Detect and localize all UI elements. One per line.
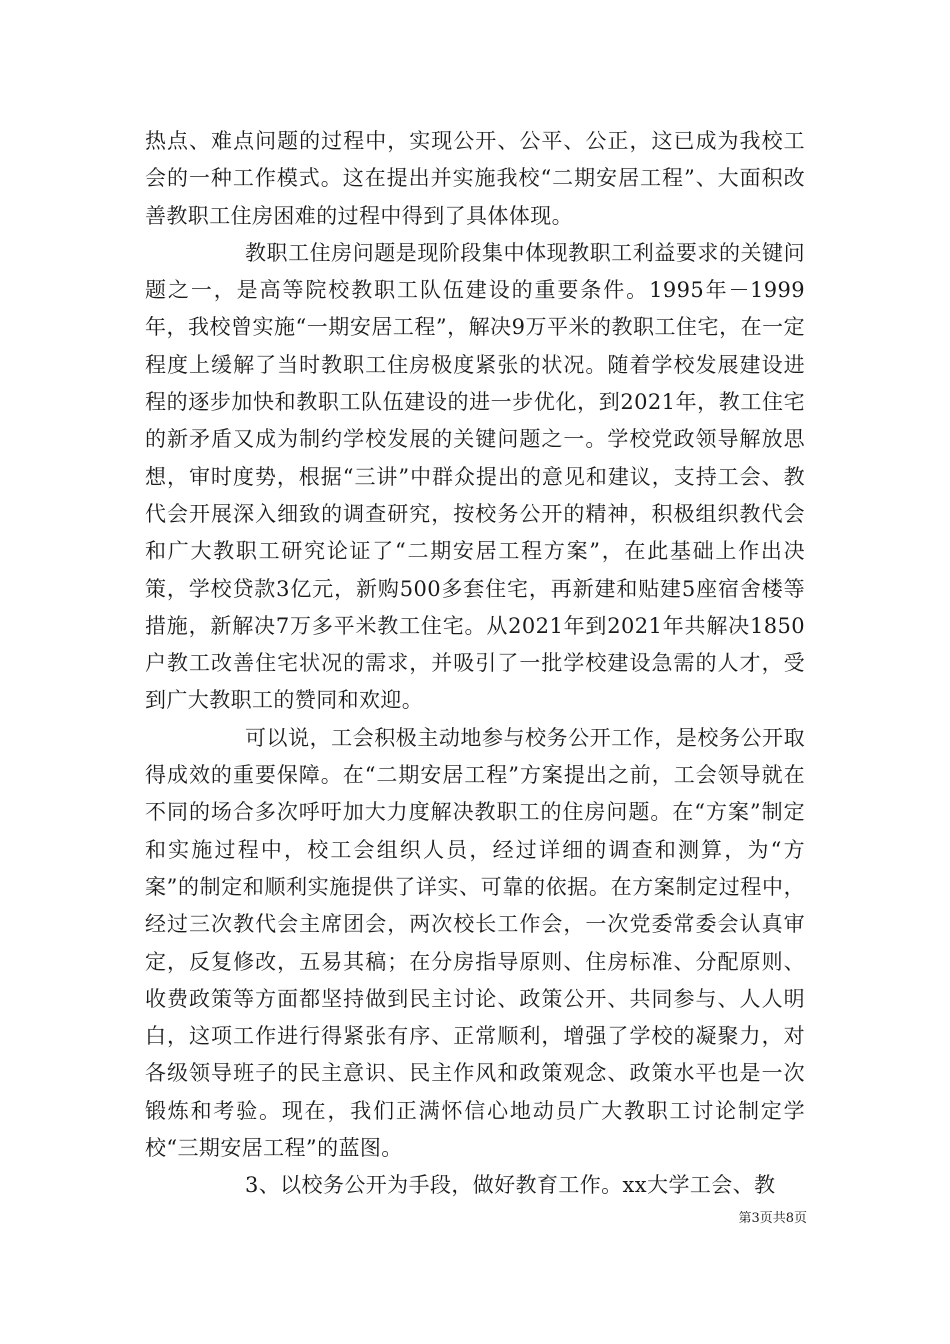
paragraph-2: 教职工住房问题是现阶段集中体现教职工利益要求的关键问题之一，是高等院校教职工队伍建设的重要条件。1995年－1999年，我校曾实施“一期安居工程”，解决9万平米的教职工住宅，在一定程度上缓解了当时教职工住房极度紧张的状况。随着学校发展建设进程的逐步加快和教职工队伍建设的进一步优化，到2021年，教工住宅的新矛盾又成为制约学校发展的关键问题之一。学校党政领导解放思想，审时度势，根据“三讲”中群众提出的意见和建议，支持工会、教代会开展深入细致的调查研究，按校务公开的精神，积极组织教代会和广大教职工研究论证了“二期安居工程方案”，在此基础上作出决策，学校贷款3亿元，新购500多套住宅，再新建和贴建5座宿舍楼等措施，新解决7万多平米教工住宅。从2021年到2021年共解决1850户教工改善住宅状况的需求，并吸引了一批学校建设急需的人才，受到广大教职工的赞同和欢迎。 — [145, 240, 805, 713]
paragraph-4: 3、以校务公开为手段，做好教育工作。xx大学工会、教 — [245, 1173, 776, 1198]
document-body — [145, 123, 805, 1205]
paragraph-3: 可以说，工会积极主动地参与校务公开工作，是校务公开取得成效的重要保障。在“二期安居工程”方案提出之前，工会领导就在不同的场合多次呼吁加大力度解决教职工的住房问题。在“方案”制定和实施过程中，校工会组织人员，经过详细的调查和测算，为“方案”的制定和顺利实施提供了详实、可靠的依据。在方案制定过程中，经过三次教代会主席团会，两次校长工作会，一次党委常委会认真审定，反复修改，五易其稿；在分房指导原则、住房标准、分配原则、收费政策等方面都坚持做到民主讨论、政策公开、共同参与、人人明白，这项工作进行得紧张有序、正常顺利，增强了学校的凝聚力，对各级领导班子的民主意识、民主作风和政策观念、政策水平也是一次锻炼和考验。现在，我们正满怀信心地动员广大教职工讨论制定学校“三期安居工程”的蓝图。 — [145, 725, 805, 1161]
page-number-footer: 第3页共8页 — [738, 1211, 807, 1226]
paragraph-1: 热点、难点问题的过程中，实现公开、公平、公正，这已成为我校工会的一种工作模式。这在提出并实施我校“二期安居工程”、大面积改善教职工住房困难的过程中得到了具体体现。 — [145, 129, 805, 228]
